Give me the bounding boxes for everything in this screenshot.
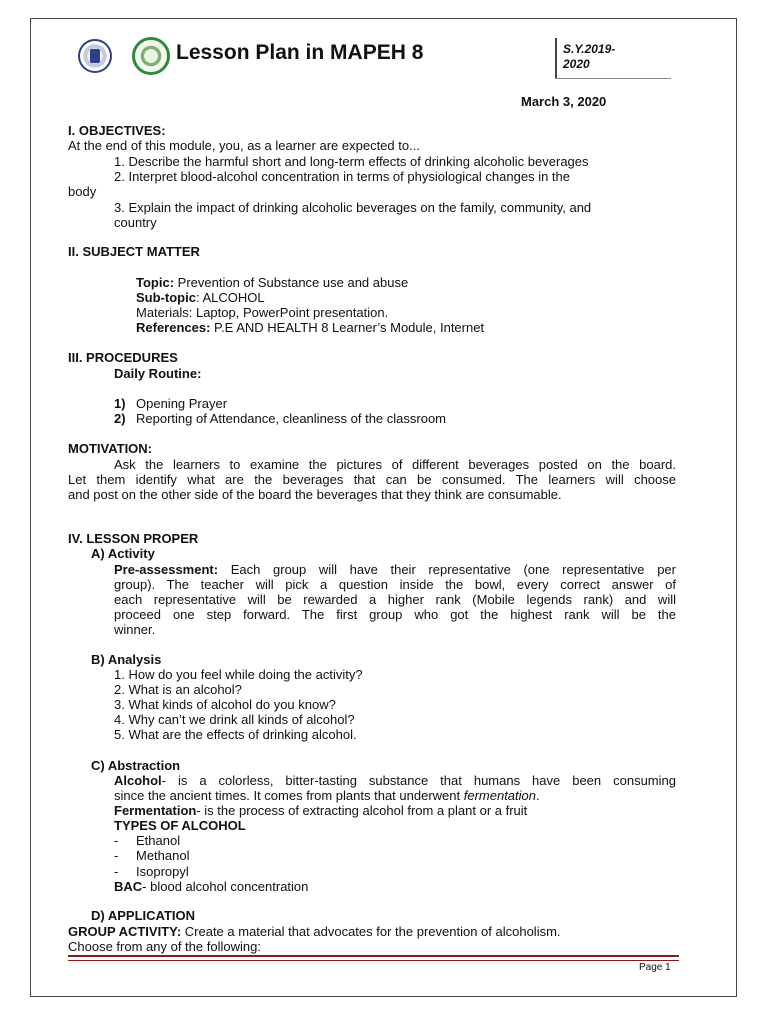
alcohol-definition-line-1 bbox=[114, 773, 676, 788]
routine-1-number: 1) bbox=[114, 396, 126, 411]
bac-text: - blood alcohol concentration bbox=[142, 879, 309, 894]
objectives-intro: At the end of this module, you, as a learner are expected to... bbox=[68, 138, 420, 153]
lesson-proper-heading: IV. LESSON PROPER bbox=[68, 531, 199, 546]
routine-2: Reporting of Attendance, cleanliness of the classroom bbox=[136, 411, 447, 426]
group-activity-text: Create a material that advocates for the prevention of alcoholism. bbox=[181, 924, 561, 939]
footer-rule bbox=[68, 955, 679, 961]
references-line bbox=[136, 320, 484, 335]
references-label: References: bbox=[136, 320, 211, 335]
alcohol-label: Alcohol bbox=[114, 773, 162, 788]
alcohol-text-2: since the ancient times. It comes from plants that underwent bbox=[114, 788, 464, 803]
alcohol-definition-line-2 bbox=[114, 788, 540, 803]
deped-seal bbox=[78, 39, 112, 73]
pre-assessment-text: Each group will have their representative (one representative per bbox=[218, 562, 676, 577]
school-year-line-1: S.Y.2019- bbox=[563, 42, 616, 56]
fermentation-term: fermentation bbox=[463, 788, 536, 803]
motivation-heading: MOTIVATION: bbox=[68, 441, 153, 456]
header-divider bbox=[555, 38, 557, 79]
bac-definition bbox=[114, 879, 308, 894]
analysis-heading: B) Analysis bbox=[91, 652, 162, 667]
objective-3: 3. Explain the impact of drinking alcoholic beverages on the family, community, and bbox=[114, 200, 592, 215]
group-activity-label: GROUP ACTIVITY: bbox=[68, 924, 182, 939]
application-line-2: Choose from any of the following: bbox=[68, 939, 261, 954]
motivation-line-2: Let them identify what are the beverages that can be consumed. The learners will choose bbox=[68, 472, 676, 487]
school-seal bbox=[132, 37, 170, 75]
application-heading: D) APPLICATION bbox=[91, 908, 195, 923]
topic-label: Topic: bbox=[136, 275, 175, 290]
type-2: Methanol bbox=[136, 848, 190, 863]
subtopic-value: : ALCOHOL bbox=[195, 290, 265, 305]
page-number: Page 1 bbox=[639, 962, 671, 973]
analysis-question-3: 3. What kinds of alcohol do you know? bbox=[114, 697, 336, 712]
fermentation-text: - is the process of extracting alcohol from a plant or a fruit bbox=[196, 803, 528, 818]
routine-2-number: 2) bbox=[114, 411, 126, 426]
activity-line-5: winner. bbox=[114, 622, 156, 637]
type-3: Isopropyl bbox=[136, 864, 189, 879]
motivation-line-3: and post on the other side of the board the beverages that they think are consumable. bbox=[68, 487, 562, 502]
type-2-dash: - bbox=[114, 848, 119, 863]
objective-1: 1. Describe the harmful short and long-term effects of drinking alcoholic beverages bbox=[114, 154, 589, 169]
pre-assessment-label: Pre-assessment: bbox=[114, 562, 219, 577]
objective-2-cont: body bbox=[68, 184, 97, 199]
daily-routine-label: Daily Routine: bbox=[114, 366, 202, 381]
analysis-question-2: 2. What is an alcohol? bbox=[114, 682, 242, 697]
objective-2: 2. Interpret blood-alcohol concentration in terms of physiological changes in the bbox=[114, 169, 570, 184]
activity-line-1 bbox=[114, 562, 676, 577]
materials-line: Materials: Laptop, PowerPoint presentation. bbox=[136, 305, 389, 320]
school-year bbox=[563, 42, 615, 72]
activity-heading: A) Activity bbox=[91, 546, 155, 561]
school-year-line-2: 2020 bbox=[563, 57, 590, 71]
activity-line-3: each representative will be rewarded a higher rank (Mobile legends rank) and will bbox=[114, 592, 676, 607]
header-rule bbox=[555, 78, 671, 79]
routine-1: Opening Prayer bbox=[136, 396, 228, 411]
alcohol-text-2-end: . bbox=[536, 788, 540, 803]
abstraction-heading: C) Abstraction bbox=[91, 758, 181, 773]
subject-matter-heading: II. SUBJECT MATTER bbox=[68, 244, 200, 259]
type-1: Ethanol bbox=[136, 833, 181, 848]
activity-line-4: proceed one step forward. The first group who got the highest rank will be the bbox=[114, 607, 676, 622]
fermentation-label: Fermentation bbox=[114, 803, 197, 818]
references-value: P.E AND HEALTH 8 Learner’s Module, Internet bbox=[210, 320, 485, 335]
date: March 3, 2020 bbox=[521, 94, 607, 109]
analysis-question-4: 4. Why can’t we drink all kinds of alcohol? bbox=[114, 712, 355, 727]
bac-label: BAC bbox=[114, 879, 143, 894]
alcohol-text: - is a colorless, bitter-tasting substance that humans have been consuming bbox=[161, 773, 676, 788]
analysis-question-5: 5. What are the effects of drinking alcohol. bbox=[114, 727, 357, 742]
procedures-heading: III. PROCEDURES bbox=[68, 350, 178, 365]
topic-value: Prevention of Substance use and abuse bbox=[174, 275, 409, 290]
subtopic-label: Sub-topic bbox=[136, 290, 196, 305]
application-line-1 bbox=[68, 924, 561, 939]
motivation-line-1: Ask the learners to examine the pictures of different beverages posted on the board. bbox=[114, 457, 676, 472]
document-title: Lesson Plan in MAPEH 8 bbox=[176, 41, 424, 64]
objective-3-cont: country bbox=[114, 215, 157, 230]
objectives-heading: I. OBJECTIVES: bbox=[68, 123, 166, 138]
types-of-alcohol-heading: TYPES OF ALCOHOL bbox=[114, 818, 246, 833]
topic-line bbox=[136, 275, 408, 290]
fermentation-definition bbox=[114, 803, 527, 818]
type-1-dash: - bbox=[114, 833, 119, 848]
activity-line-2: group). The teacher will pick a question inside the bowl, every correct answer of bbox=[114, 577, 676, 592]
subtopic-line bbox=[136, 290, 265, 305]
analysis-question-1: 1. How do you feel while doing the activity? bbox=[114, 667, 363, 682]
type-3-dash: - bbox=[114, 864, 119, 879]
